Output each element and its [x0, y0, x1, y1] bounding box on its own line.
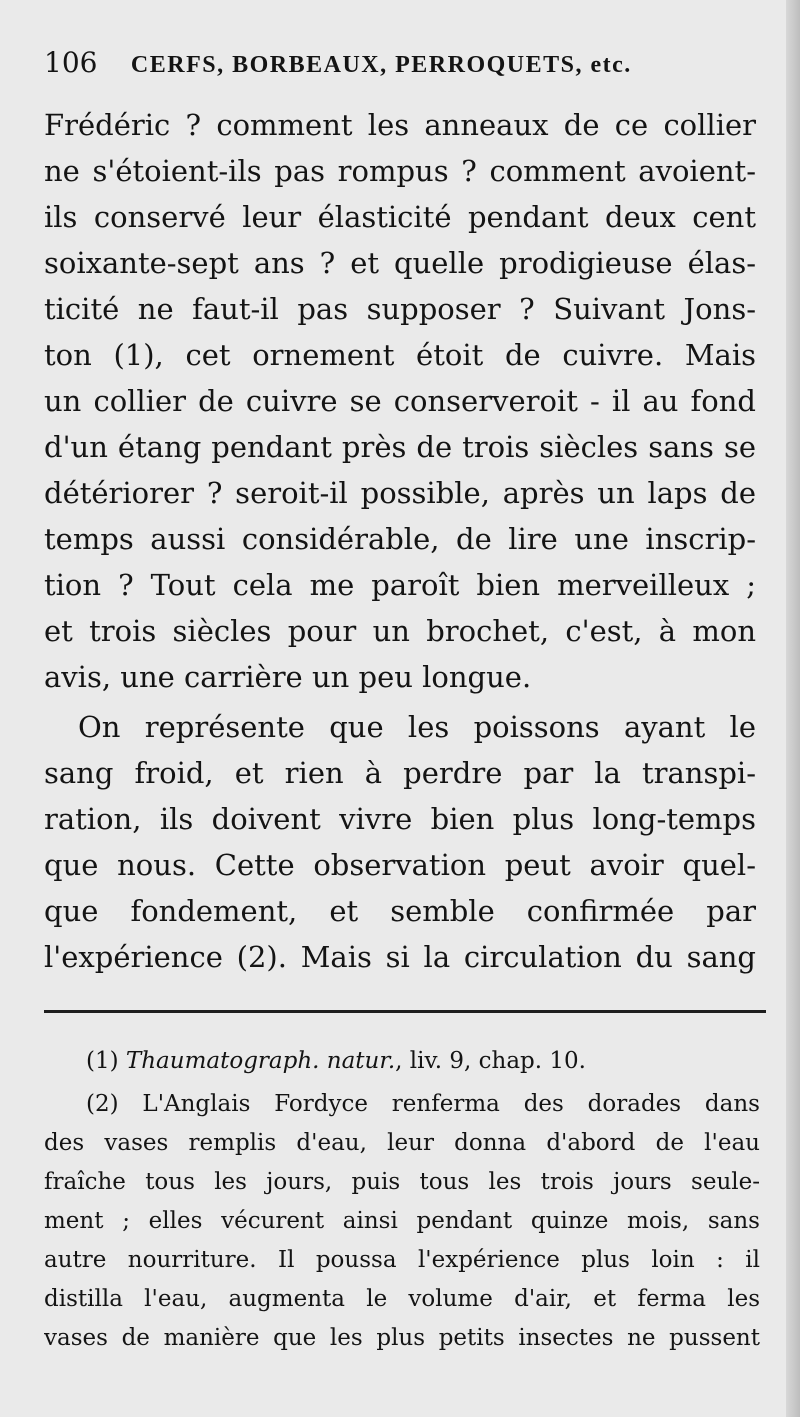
- footnote-2-line: vases de manière que les plus petits insectes ne pussent: [44, 1325, 760, 1351]
- footnote-2-line: (2) L'Anglais Fordyce renferma des dorades dans: [86, 1091, 760, 1117]
- text-line: ne s'étoient-ils pas rompus ? comment avoient-: [44, 154, 756, 188]
- footnote-reference: , liv. 9, chap. 10.: [395, 1048, 586, 1074]
- footnote-2-line: distilla l'eau, augmenta le volume d'air, et ferma les: [44, 1286, 760, 1312]
- text-line: On représente que les poissons ayant le: [78, 710, 756, 744]
- text-line: ils conservé leur élasticité pendant deux cent: [44, 200, 756, 234]
- text-line: tion ? Tout cela me paroît bien merveilleux ;: [44, 568, 756, 602]
- footnote-2-line: autre nourriture. Il poussa l'expérience plus loin : il: [44, 1247, 760, 1273]
- footnote-2-line: des vases remplis d'eau, leur donna d'abord de l'eau: [44, 1130, 760, 1156]
- page-number: 106: [44, 46, 98, 79]
- footnote-2-line: ment ; elles vécurent ainsi pendant quinze mois, sans: [44, 1208, 760, 1234]
- text-line: l'expérience (2). Mais si la circulation du sang: [44, 940, 756, 974]
- text-line: un collier de cuivre se conserveroit - il au fond: [44, 384, 756, 418]
- footnote-divider: [44, 1010, 766, 1013]
- footnote-source-title: Thaumatograph. natur.: [125, 1048, 396, 1074]
- text-line: ration, ils doivent vivre bien plus long-temps: [44, 802, 756, 836]
- text-line: ton (1), cet ornement étoit de cuivre. Mais: [44, 338, 756, 372]
- text-line: ticité ne faut-il pas supposer ? Suivant Jons-: [44, 292, 756, 326]
- text-line: soixante-sept ans ? et quelle prodigieuse élas-: [44, 246, 756, 280]
- text-line: que nous. Cette observation peut avoir quel-: [44, 848, 756, 882]
- footnotes: [44, 1042, 760, 1392]
- footnote-marker: (1): [86, 1048, 119, 1074]
- main-text: [44, 102, 756, 982]
- footnote-2-line: fraîche tous les jours, puis tous les trois jours seule-: [44, 1169, 760, 1195]
- footnote-1: [44, 1042, 760, 1081]
- page-edge-shadow: [786, 0, 800, 1417]
- page-header: [44, 46, 744, 96]
- running-title: CERFS, BORBEAUX, PERROQUETS, etc.: [130, 52, 632, 78]
- text-line: que fondement, et semble confirmée par: [44, 894, 756, 928]
- text-line: et trois siècles pour un brochet, c'est, à mon: [44, 614, 756, 648]
- text-line: d'un étang pendant près de trois siècles sans se: [44, 430, 756, 464]
- text-line: avis, une carrière un peu longue.: [44, 660, 532, 694]
- text-line: Frédéric ? comment les anneaux de ce collier: [44, 108, 756, 142]
- text-line: détériorer ? seroit-il possible, après un laps de: [44, 476, 756, 510]
- text-line: temps aussi considérable, de lire une inscrip-: [44, 522, 756, 556]
- text-line: sang froid, et rien à perdre par la transpi-: [44, 756, 756, 790]
